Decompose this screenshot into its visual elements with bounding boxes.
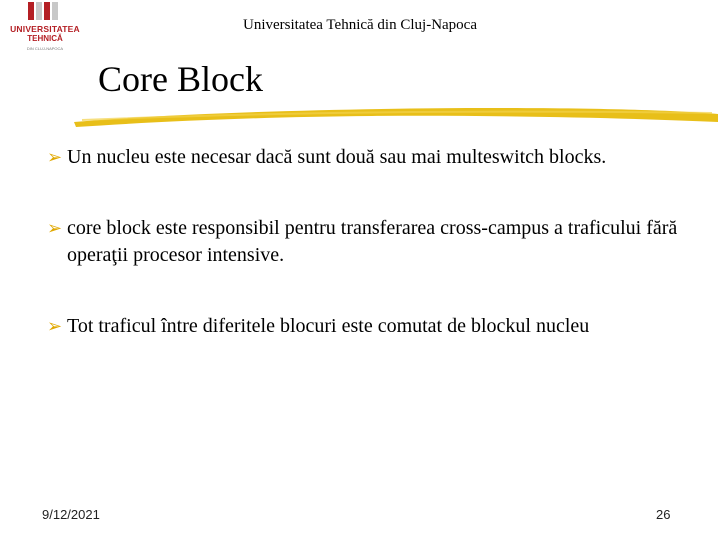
slide-title: Core Block (98, 59, 263, 99)
bullet-item (47, 144, 687, 171)
bullet-text: Un nucleu este necesar dacă sunt două sau mai multeswitch blocks. (67, 146, 607, 168)
page-number: 26 (656, 507, 671, 522)
arrowhead-bullet-icon: ➢ (47, 316, 63, 337)
footer-date: 9/12/2021 (42, 507, 100, 522)
header-university-name: Universitatea Tehnică din Cluj-Napoca (242, 17, 477, 33)
bullet-item (47, 313, 687, 340)
arrowhead-bullet-icon: ➢ (47, 147, 63, 168)
logo-text-line2: TEHNICĂ (27, 34, 63, 43)
bullet-text: core block este responsibil pentru transferarea cross-campus a traficului fără operaţii procesor intensive. (67, 217, 678, 266)
bullet-list (47, 144, 687, 340)
title-underline-stroke (72, 100, 720, 130)
logo-text-line3: DIN CLUJ-NAPOCA (26, 46, 64, 51)
bullet-item (47, 215, 687, 269)
arrowhead-bullet-icon: ➢ (47, 218, 63, 239)
bullet-text: Tot traficul între diferitele blocuri este comutat de blockul nucleu (67, 315, 590, 337)
logo-text-line1: UNIVERSITATEA (10, 24, 80, 34)
